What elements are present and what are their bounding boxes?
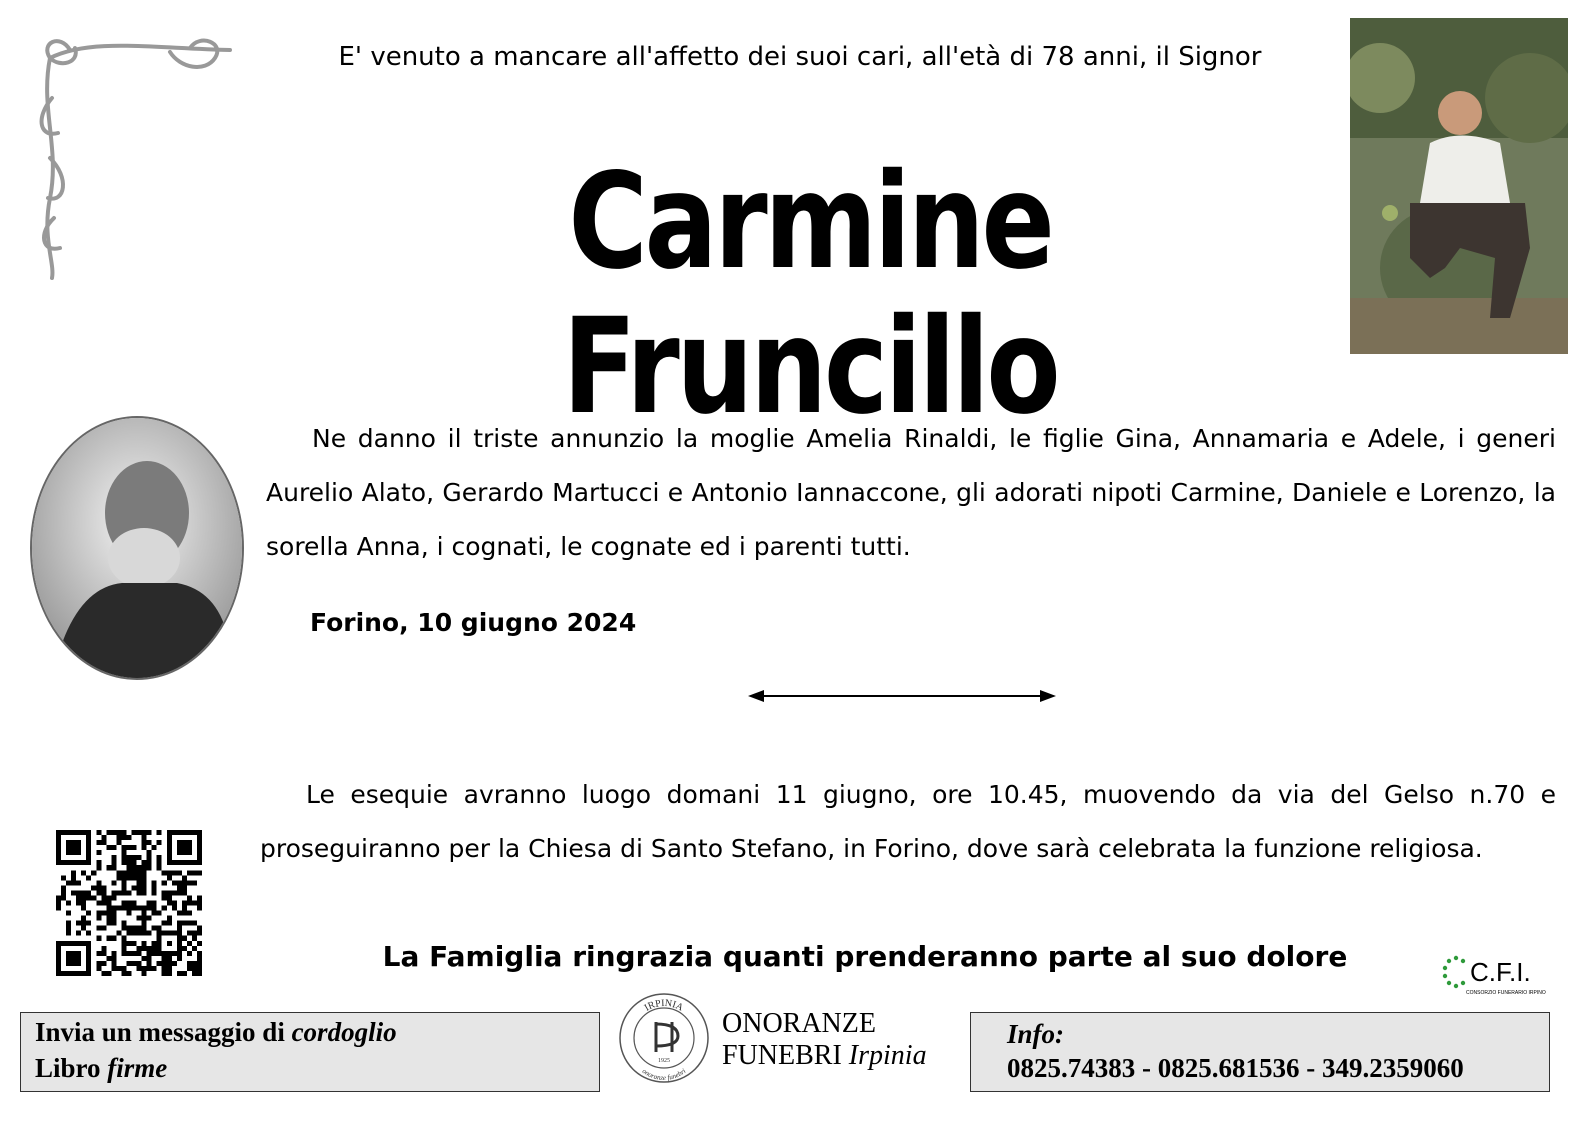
qr-code-icon[interactable]: [56, 830, 202, 976]
announcement-paragraph: Ne danno il triste annunzio la moglie Amelia Rinaldi, le figlie Gina, Annamaria e Adele, i generi Aurelio Alato, Gerardo Martucci e Antonio Iannaccone, gli adorati nipoti Carmine, Daniele e Lorenzo, la sorella Anna, i cognati, le cognate ed i parenti tutti.: [266, 424, 1556, 561]
double-arrow-icon: [748, 686, 1056, 706]
guestbook-link[interactable]: Libro firme: [35, 1053, 168, 1083]
portrait-oval: [30, 416, 244, 680]
thanks-text: La Famiglia ringrazia quanti prenderanno parte al suo dolore: [382, 940, 1348, 973]
seal-year: 1925: [658, 1058, 670, 1064]
info-phones[interactable]: 0825.74383 - 0825.681536 - 349.2359060: [1007, 1053, 1464, 1083]
brand-seal-icon: [616, 990, 712, 1086]
seal-bottom-text: onoranze funebri: [640, 1067, 688, 1083]
cfi-subtitle: CONSORZIO FUNERARIO IRPINO: [1466, 990, 1546, 996]
intro-text: E' venuto a mancare all'affetto dei suoi cari, all'età di 78 anni, il Signor: [338, 42, 1262, 72]
place-date: Forino, 10 giugno 2024: [310, 608, 637, 637]
cfi-text: C.F.I.: [1470, 957, 1531, 987]
cfi-logo: [1440, 948, 1550, 998]
brand-name: ONORANZE FUNEBRI Irpinia: [722, 1008, 927, 1071]
funeral-paragraph: Le esequie avranno luogo domani 11 giugno, ore 10.45, muovendo da via del Gelso n.70 e proseguiranno per la Chiesa di Santo Stefano, in Forino, dove sarà celebrata la funzione religiosa.: [260, 780, 1556, 863]
condolence-box[interactable]: [20, 1012, 600, 1092]
condolence-link[interactable]: Invia un messaggio di cordoglio: [35, 1017, 397, 1047]
deceased-name: Carmine Fruncillo: [562, 145, 1058, 445]
info-box: [970, 1012, 1550, 1092]
corner-flourish-icon: [30, 28, 250, 288]
deceased-photo: [1350, 18, 1568, 354]
seal-top-text: IRPINIA: [642, 997, 686, 1014]
info-label: Info:: [1007, 1019, 1065, 1049]
